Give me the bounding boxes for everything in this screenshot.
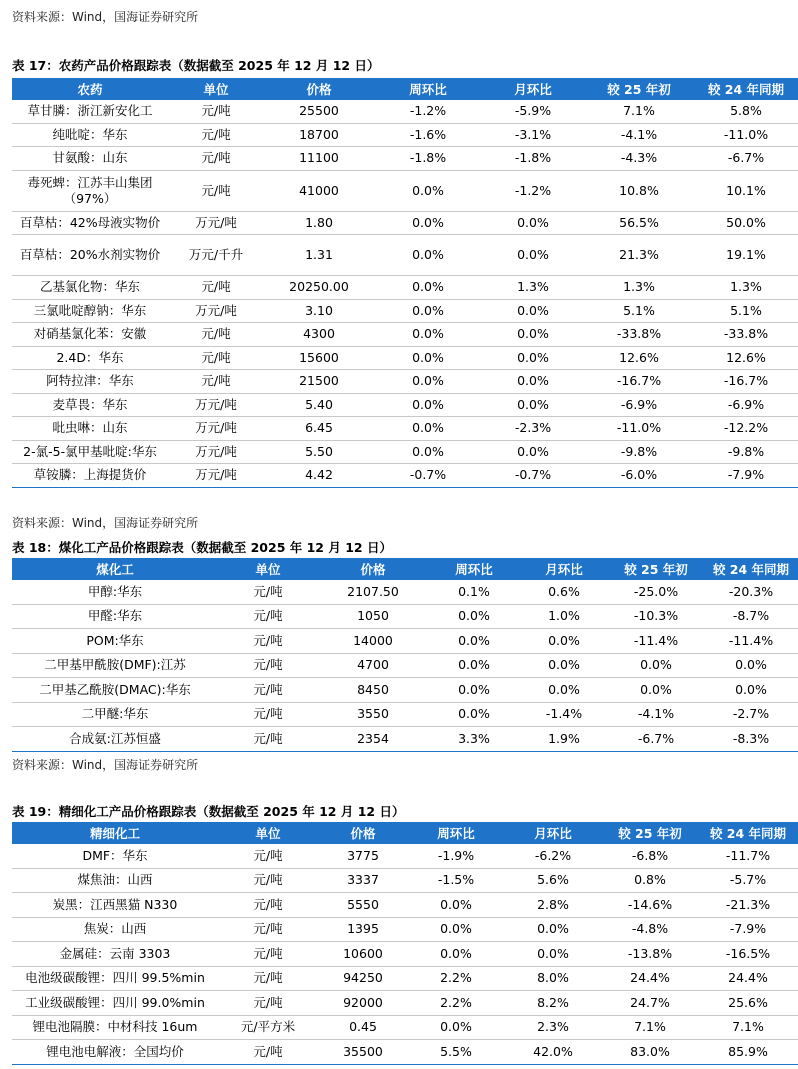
table17-cell-unit: 元/吨 <box>168 276 264 300</box>
table18-cell-product: 甲醇:华东 <box>12 580 218 604</box>
table19-cell-vs-year-start: -13.8% <box>602 942 698 967</box>
table19-cell-month-change: 2.3% <box>504 1015 602 1040</box>
table18-cell-week-change: 0.1% <box>428 580 520 604</box>
table17-cell-vs-last-year: -7.9% <box>694 464 798 488</box>
table18-cell-week-change: 0.0% <box>428 604 520 629</box>
table17-cell-price: 3.10 <box>264 299 374 323</box>
table19-cell-price: 10600 <box>318 942 408 967</box>
table19-cell-price: 35500 <box>318 1040 408 1065</box>
table17-cell-vs-year-start: 10.8% <box>584 170 694 211</box>
table17-cell-vs-year-start: -9.8% <box>584 440 694 464</box>
table18-cell-vs-last-year: -2.7% <box>704 702 798 727</box>
table17-cell-vs-year-start: -16.7% <box>584 370 694 394</box>
table17-cell-vs-last-year: -6.9% <box>694 393 798 417</box>
table19-cell-month-change: 2.8% <box>504 893 602 918</box>
table19-cell-vs-last-year: -7.9% <box>698 917 798 942</box>
table17-cell-price: 11100 <box>264 147 374 171</box>
table-row <box>12 942 798 967</box>
table19-cell-vs-year-start: -14.6% <box>602 893 698 918</box>
table-row <box>12 702 798 727</box>
table-row <box>12 991 798 1016</box>
table17-cell-week-change: 0.0% <box>374 440 482 464</box>
table18-title: 表 18：煤化工产品价格跟踪表（数据截至 2025 年 12 月 12 日） <box>12 540 392 555</box>
table17-header-unit: 单位 <box>168 78 264 100</box>
table18-cell-unit: 元/吨 <box>218 580 318 604</box>
table17-cell-week-change: 0.0% <box>374 276 482 300</box>
table17-header-row <box>12 78 798 100</box>
table17-cell-product: 百草枯：42%母液实物价 <box>12 211 168 235</box>
table19-cell-week-change: 2.2% <box>408 991 504 1016</box>
table17-header-week-change: 周环比 <box>374 78 482 100</box>
table-row <box>12 346 798 370</box>
table-row <box>12 393 798 417</box>
table18-cell-vs-year-start: 0.0% <box>608 653 704 678</box>
table18-cell-unit: 元/吨 <box>218 604 318 629</box>
table19-body <box>12 844 798 1064</box>
table17-cell-price: 20250.00 <box>264 276 374 300</box>
table17-cell-vs-last-year: 5.1% <box>694 299 798 323</box>
table17-cell-product: 2-氯-5-氯甲基吡啶:华东 <box>12 440 168 464</box>
table19-cell-vs-year-start: -6.8% <box>602 844 698 868</box>
table17-cell-price: 15600 <box>264 346 374 370</box>
table17-cell-unit: 元/吨 <box>168 323 264 347</box>
table-row <box>12 604 798 629</box>
table17-cell-vs-last-year: -6.7% <box>694 147 798 171</box>
table18-body <box>12 580 798 751</box>
table19-cell-week-change: 0.0% <box>408 917 504 942</box>
table19-cell-week-change: 5.5% <box>408 1040 504 1065</box>
table17-cell-vs-year-start: -4.3% <box>584 147 694 171</box>
table19-cell-price: 1395 <box>318 917 408 942</box>
table18-cell-month-change: 0.6% <box>520 580 608 604</box>
table18-cell-unit: 元/吨 <box>218 653 318 678</box>
table19-cell-vs-year-start: 24.4% <box>602 966 698 991</box>
table17-cell-price: 1.31 <box>264 235 374 276</box>
table19-header-week-change: 周环比 <box>408 822 504 844</box>
table17-cell-product: 草甘膦：浙江新安化工 <box>12 100 168 123</box>
table17-cell-vs-year-start: 7.1% <box>584 100 694 123</box>
table18-cell-unit: 元/吨 <box>218 678 318 703</box>
table17-cell-month-change: -1.2% <box>482 170 584 211</box>
table17-cell-week-change: 0.0% <box>374 393 482 417</box>
table18-cell-vs-year-start: -25.0% <box>608 580 704 604</box>
table-row <box>12 417 798 441</box>
table19-cell-month-change: 8.0% <box>504 966 602 991</box>
table19-cell-product: 工业级碳酸锂：四川 99.0%min <box>12 991 218 1016</box>
table19-cell-unit: 元/吨 <box>218 868 318 893</box>
table-row <box>12 123 798 147</box>
table19-cell-vs-year-start: 24.7% <box>602 991 698 1016</box>
table18-header-price: 价格 <box>318 558 428 580</box>
table17-cell-week-change: -1.6% <box>374 123 482 147</box>
table-row <box>12 276 798 300</box>
table18-cell-vs-last-year: -20.3% <box>704 580 798 604</box>
table19-header-product: 精细化工 <box>12 822 218 844</box>
table19-cell-product: 锂电池隔膜：中材科技 16um <box>12 1015 218 1040</box>
table19-cell-product: 焦炭：山西 <box>12 917 218 942</box>
table17-cell-vs-year-start: 12.6% <box>584 346 694 370</box>
table17-cell-product: 2.4D：华东 <box>12 346 168 370</box>
table-row <box>12 653 798 678</box>
table17-cell-vs-last-year: -33.8% <box>694 323 798 347</box>
table17-cell-vs-last-year: 1.3% <box>694 276 798 300</box>
table-row <box>12 464 798 488</box>
table-row <box>12 170 798 211</box>
table18-cell-vs-last-year: 0.0% <box>704 678 798 703</box>
table17-title: 表 17：农药产品价格跟踪表（数据截至 2025 年 12 月 12 日） <box>12 58 380 73</box>
table19-cell-price: 5550 <box>318 893 408 918</box>
table19-cell-month-change: 0.0% <box>504 942 602 967</box>
table19-cell-week-change: 0.0% <box>408 942 504 967</box>
table19-cell-unit: 元/吨 <box>218 1040 318 1065</box>
table17-cell-vs-last-year: 19.1% <box>694 235 798 276</box>
table18-cell-vs-year-start: 0.0% <box>608 678 704 703</box>
table17-cell-month-change: 0.0% <box>482 370 584 394</box>
table18-cell-unit: 元/吨 <box>218 629 318 654</box>
table17-cell-month-change: 0.0% <box>482 211 584 235</box>
table18-cell-week-change: 0.0% <box>428 678 520 703</box>
table17-cell-vs-last-year: -9.8% <box>694 440 798 464</box>
table17-cell-month-change: -2.3% <box>482 417 584 441</box>
table17-cell-unit: 万元/吨 <box>168 299 264 323</box>
table17-cell-product: 麦草畏：华东 <box>12 393 168 417</box>
table19-cell-week-change: -1.5% <box>408 868 504 893</box>
table19-cell-unit: 元/平方米 <box>218 1015 318 1040</box>
table18-cell-product: 二甲醚:华东 <box>12 702 218 727</box>
table19-header-vs-year-start: 较 25 年初 <box>602 822 698 844</box>
table17-cell-product: 甘氨酸：山东 <box>12 147 168 171</box>
table17-cell-unit: 万元/吨 <box>168 211 264 235</box>
table19-title: 表 19：精细化工产品价格跟踪表（数据截至 2025 年 12 月 12 日） <box>12 804 405 819</box>
table19-cell-week-change: 2.2% <box>408 966 504 991</box>
table17-cell-unit: 万元/吨 <box>168 393 264 417</box>
source-note-18: 资料来源：Wind，国海证券研究所 <box>12 758 199 772</box>
table17-cell-unit: 万元/吨 <box>168 417 264 441</box>
table17-cell-price: 18700 <box>264 123 374 147</box>
table-row <box>12 868 798 893</box>
table17-cell-price: 5.50 <box>264 440 374 464</box>
table18-cell-month-change: 1.0% <box>520 604 608 629</box>
table17-cell-unit: 万元/吨 <box>168 464 264 488</box>
table17-cell-product: 草铵膦：上海提货价 <box>12 464 168 488</box>
table18-cell-vs-last-year: -8.7% <box>704 604 798 629</box>
table18-cell-vs-year-start: -6.7% <box>608 727 704 752</box>
table-row <box>12 211 798 235</box>
table19-cell-vs-year-start: 83.0% <box>602 1040 698 1065</box>
table19-cell-unit: 元/吨 <box>218 917 318 942</box>
table17-cell-unit: 元/吨 <box>168 100 264 123</box>
table17-cell-vs-last-year: 12.6% <box>694 346 798 370</box>
table17-cell-vs-year-start: 1.3% <box>584 276 694 300</box>
table18-cell-price: 14000 <box>318 629 428 654</box>
table17-cell-vs-last-year: 10.1% <box>694 170 798 211</box>
table17-cell-week-change: 0.0% <box>374 323 482 347</box>
table-row <box>12 147 798 171</box>
table19-cell-product: 炭黑：江西黑猫 N330 <box>12 893 218 918</box>
table19-cell-week-change: 0.0% <box>408 1015 504 1040</box>
table19-cell-price: 3337 <box>318 868 408 893</box>
table18-cell-product: POM:华东 <box>12 629 218 654</box>
table17-cell-price: 4.42 <box>264 464 374 488</box>
table19-cell-vs-year-start: -4.8% <box>602 917 698 942</box>
table17-cell-week-change: 0.0% <box>374 211 482 235</box>
table17-cell-product: 百草枯：20%水剂实物价 <box>12 235 168 276</box>
table18-cell-month-change: 0.0% <box>520 678 608 703</box>
table17-cell-vs-year-start: 21.3% <box>584 235 694 276</box>
table17-cell-product: 乙基氯化物：华东 <box>12 276 168 300</box>
table19-cell-unit: 元/吨 <box>218 844 318 868</box>
table17-cell-month-change: -5.9% <box>482 100 584 123</box>
table17-cell-unit: 元/吨 <box>168 123 264 147</box>
table17-cell-vs-last-year: 5.8% <box>694 100 798 123</box>
table17-cell-product: 三氯吡啶醇钠：华东 <box>12 299 168 323</box>
table17-cell-price: 1.80 <box>264 211 374 235</box>
table-row <box>12 917 798 942</box>
table17-cell-month-change: -1.8% <box>482 147 584 171</box>
table17-cell-month-change: 0.0% <box>482 346 584 370</box>
table17-cell-product: 毒死蜱：江苏丰山集团（97%） <box>12 170 168 211</box>
table17-cell-month-change: -0.7% <box>482 464 584 488</box>
table17-cell-vs-last-year: -16.7% <box>694 370 798 394</box>
table18-cell-product: 甲醛:华东 <box>12 604 218 629</box>
table18-cell-month-change: 0.0% <box>520 629 608 654</box>
table19-cell-price: 92000 <box>318 991 408 1016</box>
table17-cell-vs-year-start: 5.1% <box>584 299 694 323</box>
table-row <box>12 1015 798 1040</box>
table17-cell-price: 4300 <box>264 323 374 347</box>
table17-cell-vs-last-year: -12.2% <box>694 417 798 441</box>
table17-cell-vs-year-start: 56.5% <box>584 211 694 235</box>
table18-cell-product: 合成氨:江苏恒盛 <box>12 727 218 752</box>
table-row <box>12 100 798 123</box>
table18-cell-price: 4700 <box>318 653 428 678</box>
table18-cell-week-change: 0.0% <box>428 653 520 678</box>
table17-cell-week-change: 0.0% <box>374 370 482 394</box>
table17-cell-week-change: 0.0% <box>374 170 482 211</box>
table19-cell-week-change: -1.9% <box>408 844 504 868</box>
table17-cell-price: 5.40 <box>264 393 374 417</box>
table19 <box>12 822 798 1065</box>
table17-cell-product: 吡虫啉：山东 <box>12 417 168 441</box>
table18 <box>12 558 798 752</box>
table-row <box>12 629 798 654</box>
table18-header-vs-last-year: 较 24 年同期 <box>704 558 798 580</box>
table17-cell-week-change: 0.0% <box>374 235 482 276</box>
table18-cell-vs-last-year: -11.4% <box>704 629 798 654</box>
table19-cell-month-change: 5.6% <box>504 868 602 893</box>
table18-cell-month-change: 1.9% <box>520 727 608 752</box>
table17-cell-vs-year-start: -33.8% <box>584 323 694 347</box>
table19-cell-vs-last-year: -16.5% <box>698 942 798 967</box>
table17-cell-week-change: -0.7% <box>374 464 482 488</box>
table18-cell-month-change: -1.4% <box>520 702 608 727</box>
table19-cell-product: DMF：华东 <box>12 844 218 868</box>
table19-cell-unit: 元/吨 <box>218 942 318 967</box>
table19-header-month-change: 月环比 <box>504 822 602 844</box>
table-row <box>12 727 798 752</box>
table19-cell-product: 电池级碳酸锂：四川 99.5%min <box>12 966 218 991</box>
table-row <box>12 966 798 991</box>
table17-cell-vs-year-start: -4.1% <box>584 123 694 147</box>
table19-cell-product: 金属硅：云南 3303 <box>12 942 218 967</box>
table17-cell-week-change: 0.0% <box>374 417 482 441</box>
table17-cell-unit: 元/吨 <box>168 147 264 171</box>
table18-header-month-change: 月环比 <box>520 558 608 580</box>
table19-cell-price: 0.45 <box>318 1015 408 1040</box>
table18-cell-price: 3550 <box>318 702 428 727</box>
table18-cell-price: 1050 <box>318 604 428 629</box>
table17-cell-week-change: 0.0% <box>374 346 482 370</box>
table17-cell-month-change: 0.0% <box>482 299 584 323</box>
source-note-17: 资料来源：Wind，国海证券研究所 <box>12 516 199 530</box>
table17-cell-price: 41000 <box>264 170 374 211</box>
table-row <box>12 235 798 276</box>
table19-cell-vs-year-start: 0.8% <box>602 868 698 893</box>
table17-cell-product: 对硝基氯化苯：安徽 <box>12 323 168 347</box>
table19-cell-unit: 元/吨 <box>218 893 318 918</box>
table17-header-vs-year-start: 较 25 年初 <box>584 78 694 100</box>
table17-cell-price: 6.45 <box>264 417 374 441</box>
table17-cell-vs-year-start: -6.9% <box>584 393 694 417</box>
table18-cell-week-change: 0.0% <box>428 629 520 654</box>
table18-cell-week-change: 0.0% <box>428 702 520 727</box>
table19-cell-vs-last-year: 25.6% <box>698 991 798 1016</box>
table17-cell-vs-last-year: -11.0% <box>694 123 798 147</box>
table19-header-price: 价格 <box>318 822 408 844</box>
table18-cell-product: 二甲基乙酰胺(DMAC):华东 <box>12 678 218 703</box>
table17-header-price: 价格 <box>264 78 374 100</box>
table17-cell-month-change: 0.0% <box>482 235 584 276</box>
table17-cell-product: 纯吡啶：华东 <box>12 123 168 147</box>
table17 <box>12 78 798 488</box>
table-row <box>12 299 798 323</box>
table19-cell-product: 煤焦油：山西 <box>12 868 218 893</box>
table17-cell-price: 25500 <box>264 100 374 123</box>
table19-cell-vs-last-year: 7.1% <box>698 1015 798 1040</box>
table18-cell-price: 2354 <box>318 727 428 752</box>
table17-body <box>12 100 798 487</box>
table19-header-vs-last-year: 较 24 年同期 <box>698 822 798 844</box>
table-row <box>12 580 798 604</box>
table-row <box>12 893 798 918</box>
table17-cell-week-change: -1.2% <box>374 100 482 123</box>
table-row <box>12 1040 798 1065</box>
table18-cell-vs-year-start: -4.1% <box>608 702 704 727</box>
table-row <box>12 440 798 464</box>
source-note-top: 资料来源：Wind，国海证券研究所 <box>12 10 199 24</box>
table19-cell-month-change: 42.0% <box>504 1040 602 1065</box>
table19-cell-price: 94250 <box>318 966 408 991</box>
table18-cell-vs-year-start: -11.4% <box>608 629 704 654</box>
table17-header-vs-last-year: 较 24 年同期 <box>694 78 798 100</box>
table19-cell-month-change: -6.2% <box>504 844 602 868</box>
table19-header-unit: 单位 <box>218 822 318 844</box>
table17-cell-unit: 元/吨 <box>168 170 264 211</box>
table18-header-week-change: 周环比 <box>428 558 520 580</box>
table18-cell-month-change: 0.0% <box>520 653 608 678</box>
table19-cell-vs-last-year: 85.9% <box>698 1040 798 1065</box>
table18-cell-unit: 元/吨 <box>218 702 318 727</box>
table17-cell-product: 阿特拉津：华东 <box>12 370 168 394</box>
table19-cell-unit: 元/吨 <box>218 991 318 1016</box>
table18-cell-price: 2107.50 <box>318 580 428 604</box>
table19-cell-price: 3775 <box>318 844 408 868</box>
table17-cell-month-change: -3.1% <box>482 123 584 147</box>
table17-cell-unit: 万元/千升 <box>168 235 264 276</box>
table-row <box>12 678 798 703</box>
table18-header-vs-year-start: 较 25 年初 <box>608 558 704 580</box>
table18-header-row <box>12 558 798 580</box>
table19-cell-week-change: 0.0% <box>408 893 504 918</box>
table19-cell-unit: 元/吨 <box>218 966 318 991</box>
table17-header-product: 农药 <box>12 78 168 100</box>
table19-cell-month-change: 8.2% <box>504 991 602 1016</box>
table17-cell-vs-year-start: -11.0% <box>584 417 694 441</box>
table17-cell-month-change: 0.0% <box>482 323 584 347</box>
table19-cell-vs-last-year: -11.7% <box>698 844 798 868</box>
table17-cell-unit: 万元/吨 <box>168 440 264 464</box>
table19-cell-vs-last-year: 24.4% <box>698 966 798 991</box>
table-row <box>12 844 798 868</box>
table17-cell-unit: 元/吨 <box>168 346 264 370</box>
table17-cell-month-change: 0.0% <box>482 440 584 464</box>
table17-header-month-change: 月环比 <box>482 78 584 100</box>
table18-cell-vs-last-year: -8.3% <box>704 727 798 752</box>
table18-cell-price: 8450 <box>318 678 428 703</box>
table17-cell-week-change: 0.0% <box>374 299 482 323</box>
table18-cell-vs-last-year: 0.0% <box>704 653 798 678</box>
table17-cell-week-change: -1.8% <box>374 147 482 171</box>
table19-cell-month-change: 0.0% <box>504 917 602 942</box>
table17-cell-unit: 元/吨 <box>168 370 264 394</box>
table19-cell-vs-last-year: -21.3% <box>698 893 798 918</box>
table-row <box>12 323 798 347</box>
table17-cell-vs-last-year: 50.0% <box>694 211 798 235</box>
table18-header-product: 煤化工 <box>12 558 218 580</box>
table19-cell-vs-year-start: 7.1% <box>602 1015 698 1040</box>
table17-cell-month-change: 0.0% <box>482 393 584 417</box>
table18-cell-product: 二甲基甲酰胺(DMF):江苏 <box>12 653 218 678</box>
table17-cell-vs-year-start: -6.0% <box>584 464 694 488</box>
table18-header-unit: 单位 <box>218 558 318 580</box>
table17-cell-price: 21500 <box>264 370 374 394</box>
table19-header-row <box>12 822 798 844</box>
table18-cell-week-change: 3.3% <box>428 727 520 752</box>
table18-cell-unit: 元/吨 <box>218 727 318 752</box>
table18-cell-vs-year-start: -10.3% <box>608 604 704 629</box>
table19-cell-product: 锂电池电解液：全国均价 <box>12 1040 218 1065</box>
table19-cell-vs-last-year: -5.7% <box>698 868 798 893</box>
table-row <box>12 370 798 394</box>
table17-cell-month-change: 1.3% <box>482 276 584 300</box>
